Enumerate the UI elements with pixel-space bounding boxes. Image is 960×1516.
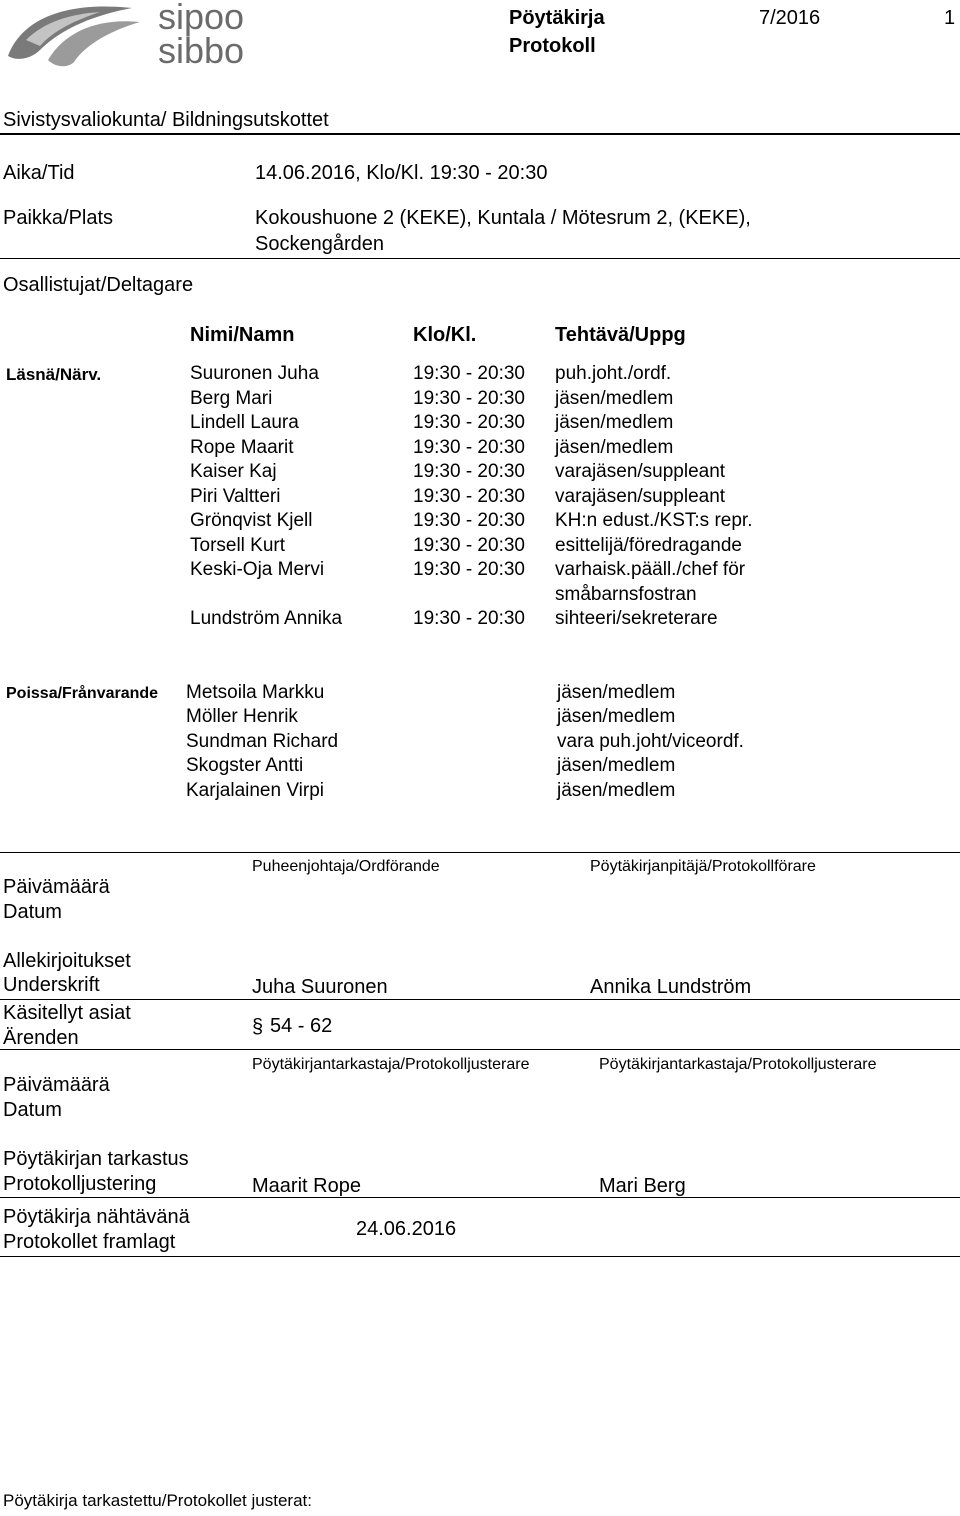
items-rule [0,1049,960,1050]
present-name: Kaiser Kaj [190,461,277,482]
present-row [0,583,960,607]
present-role: esittelijä/föredragande [555,535,742,556]
present-role: varajäsen/suppleant [555,461,726,482]
present-role: KH:n edust./KST:s repr. [555,510,753,531]
displayed-label-sv: Protokollet framlagt [3,1231,176,1253]
present-name: Keski-Oja Mervi [190,559,325,580]
logo-mark-icon [4,0,144,72]
present-row [0,534,960,558]
present-row [0,362,960,386]
absent-name: Metsoila Markku [186,682,325,703]
absent-row [0,681,960,705]
absent-row [0,705,960,729]
page-number: 1 [944,7,956,29]
col-header-time: Klo/Kl. [413,324,477,346]
present-time: 19:30 - 20:30 [413,461,525,482]
absent-row [0,754,960,778]
verification-label-sv: Protokolljustering [3,1173,157,1195]
present-role: småbarnsfostran [555,584,697,605]
absent-role: vara puh.joht/viceordf. [557,731,744,752]
header-divider [0,133,960,135]
present-time: 19:30 - 20:30 [413,412,525,433]
present-name: Berg Mari [190,388,273,409]
present-role: varajäsen/suppleant [555,486,726,507]
sign-date-label: Päivämäärä [3,876,110,898]
present-time: 19:30 - 20:30 [413,388,525,409]
protocol-number: 7/2016 [759,7,821,29]
present-time: 19:30 - 20:30 [413,486,525,507]
present-time: 19:30 - 20:30 [413,437,525,458]
present-row [0,436,960,460]
secretary-name: Annika Lundström [590,976,752,998]
items-label-sv: Ärenden [3,1027,79,1049]
present-role: jäsen/medlem [555,412,674,433]
present-row [0,607,960,631]
present-role: sihteeri/sekreterare [555,608,718,629]
absent-row [0,730,960,754]
present-name: Piri Valtteri [190,486,281,507]
present-time: 19:30 - 20:30 [413,510,525,531]
present-name: Lundström Annika [190,608,343,629]
absent-name: Skogster Antti [186,755,304,776]
present-row [0,387,960,411]
section-sign: § [252,1016,264,1038]
present-time: 19:30 - 20:30 [413,608,525,629]
checker-title-1: Pöytäkirjantarkastaja/Protokolljusterare [252,1056,530,1073]
place-value: Kokoushuone 2 (KEKE), Kuntala / Mötesrum 2, (KEKE), [255,207,751,229]
checker-name-1: Maarit Rope [252,1175,361,1197]
present-role: varhaisk.pääll./chef för [555,559,746,580]
present-role: jäsen/medlem [555,388,674,409]
logo-text-fi: sipoo [158,0,245,37]
absent-name: Möller Henrik [186,706,298,727]
present-role: jäsen/medlem [555,437,674,458]
secretary-title: Pöytäkirjanpitäjä/Protokollförare [590,858,816,875]
absent-role: jäsen/medlem [557,755,676,776]
present-name: Grönqvist Kjell [190,510,313,531]
participants-label: Osallistujat/Deltagare [3,274,194,296]
present-name: Lindell Laura [190,412,299,433]
municipality-logo [4,0,254,72]
present-row [0,460,960,484]
absent-role: jäsen/medlem [557,682,676,703]
present-time: 19:30 - 20:30 [413,559,525,580]
time-value: 14.06.2016, Klo/Kl. 19:30 - 20:30 [255,162,548,184]
checker-name-2: Mari Berg [599,1175,686,1197]
present-name: Torsell Kurt [190,535,286,556]
absent-role: jäsen/medlem [557,706,676,727]
present-time: 19:30 - 20:30 [413,363,525,384]
verification-label: Pöytäkirjan tarkastus [3,1148,189,1170]
absent-name: Sundman Richard [186,731,339,752]
meta-divider [0,258,960,259]
verify-date-label: Päivämäärä [3,1074,110,1096]
signature-bottom-rule [0,999,960,1000]
logo-text-sv: sibbo [158,30,245,71]
absent-label: Poissa/Frånvarande [6,685,159,702]
protocol-checked-label: Pöytäkirja tarkastettu/Protokollet justerat: [3,1491,312,1510]
committee-name: Sivistysvaliokunta/ Bildningsutskottet [3,109,329,131]
present-row [0,411,960,435]
displayed-date: 24.06.2016 [356,1218,457,1240]
present-name: Rope Maarit [190,437,294,458]
present-row [0,509,960,533]
displayed-rule [0,1256,960,1257]
present-name: Suuronen Juha [190,363,319,384]
present-row [0,485,960,509]
chair-title: Puheenjohtaja/Ordförande [252,858,440,875]
time-label: Aika/Tid [3,162,75,184]
signatures-label: Allekirjoitukset [3,950,131,972]
signatures-label-sv: Underskrift [3,974,100,996]
col-header-name: Nimi/Namn [190,324,295,346]
col-header-role: Tehtävä/Uppg [555,324,686,346]
absent-row [0,779,960,803]
sign-date-label-sv: Datum [3,901,62,923]
present-role: puh.joht./ordf. [555,363,672,384]
chair-name: Juha Suuronen [252,976,388,998]
doc-type-fi: Pöytäkirja [509,7,605,29]
displayed-label: Pöytäkirja nähtävänä [3,1206,190,1228]
absent-role: jäsen/medlem [557,780,676,801]
present-label: Läsnä/Närv. [6,365,102,384]
checker-title-2: Pöytäkirjantarkastaja/Protokolljusterare [599,1056,877,1073]
present-row [0,558,960,582]
items-range: 54 - 62 [270,1015,333,1037]
place-value-cont: Sockengården [255,233,384,255]
place-label: Paikka/Plats [3,207,114,229]
absent-name: Karjalainen Virpi [186,780,325,801]
verification-rule [0,1197,960,1198]
doc-type-sv: Protokoll [509,35,596,57]
present-time: 19:30 - 20:30 [413,535,525,556]
items-label: Käsitellyt asiat [3,1002,131,1024]
verify-date-label-sv: Datum [3,1099,62,1121]
signature-top-rule [0,852,960,853]
